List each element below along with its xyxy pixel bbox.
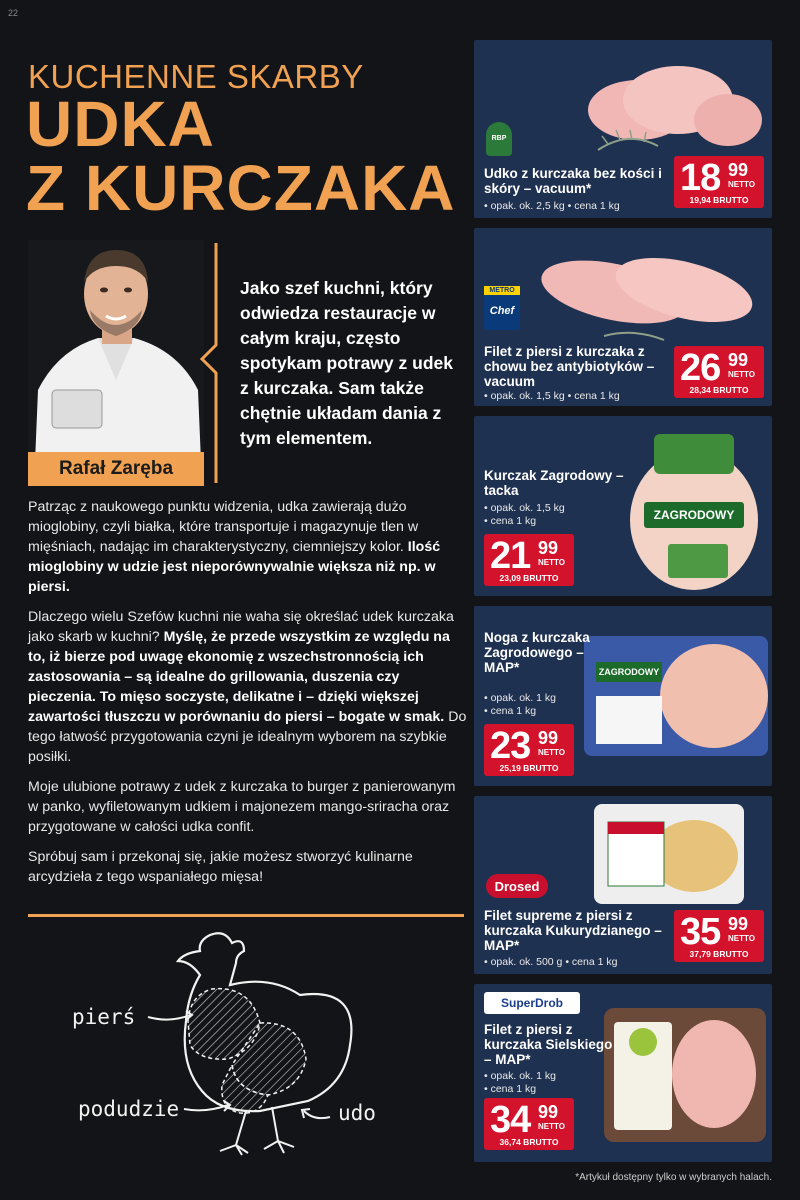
price-tag: [674, 346, 764, 398]
price-tag: [484, 1098, 574, 1150]
superdrob-logo: SuperDrob: [484, 992, 580, 1014]
product-name: Noga z kurczaka Zagrodowego – MAP*: [484, 630, 590, 675]
page-number: 22: [8, 8, 19, 18]
article-p2-text-a: Dlaczego wielu Szefów kuchni nie waha się określać udek kurczaka jako skarb w kuchni?: [28, 609, 454, 645]
price-brutto: 37,79 BRUTTO: [689, 949, 749, 959]
product-name: Udko z kurczaka bez kości i skóry – vacuum*: [484, 166, 662, 196]
label-drumstick: podudzie: [78, 1097, 180, 1121]
article-paragraph-3: Moje ulubione potrawy z udek z kurczaka to burger z panierowanym w panko, wyfiletowanym udkiem i majonezem mango-sriracha oraz przygotowane w całości udka confit.: [28, 779, 456, 835]
price-fraction: 99: [728, 350, 749, 370]
price-tag: [484, 724, 574, 776]
price-whole: 21: [490, 535, 531, 577]
label-thigh: udo: [338, 1101, 376, 1125]
metro-chef-logo: [484, 286, 520, 330]
article-p2-bold: Myślę, że przede wszystkim ze względu na to, iż bierze pod uwagę ekonomię z wszechstronnością ich zastosowania – są idealne do grillowania, duszenia czy pieczenia. To mięso soczyste, delikatne i – dzięki większej zawartości tłuszczu w porównaniu do piersi – bogate w smak.: [28, 629, 450, 725]
label-breast: pierś: [72, 1005, 136, 1029]
price-netto: NETTO: [538, 1122, 565, 1131]
product-name: Filet z piersi z kurczaka z chowu bez antybiotyków – vacuum: [484, 344, 655, 389]
article-p1-text: Patrząc z naukowego punktu widzenia, udka zawierają dużo mioglobiny, czyli białka, które transportuje i magazynuje tlen w mięśniach, nadając im charakterystyczny, ciemniejszy kolor.: [28, 499, 419, 555]
price-whole: 18: [680, 157, 721, 199]
chicken-thigh-fillet-image: [558, 50, 768, 160]
product-card-3: [474, 416, 772, 596]
chef-name: Rafał Zaręba: [28, 452, 204, 486]
metro-logo-text: METRO: [484, 286, 520, 295]
price-brutto: 36,74 BRUTTO: [499, 1137, 559, 1147]
chef-logo-text: Chef: [489, 305, 515, 317]
price-tag: [674, 910, 764, 962]
footnote: *Artykuł dostępny tylko w wybranych halach.: [575, 1172, 772, 1183]
sielski-fillet-pack-image: [604, 1008, 766, 1142]
drosed-logo: Drosed: [486, 874, 548, 898]
chicken-breast-fillet-image: [534, 236, 764, 346]
price-fraction: 99: [538, 538, 559, 558]
price-fraction: 99: [728, 160, 749, 180]
chef-photo: [28, 240, 204, 486]
zagrodowy-label: ZAGRODOWY: [644, 502, 744, 528]
price-fraction: 99: [538, 1102, 559, 1122]
chicken-leg-pack-image: [584, 636, 768, 756]
price-whole: 34: [490, 1099, 531, 1141]
rbp-logo: RBP: [486, 122, 512, 156]
product-info-2: • cena 1 kg: [484, 1083, 537, 1095]
price-whole: 26: [680, 347, 721, 389]
price-netto: NETTO: [538, 748, 565, 757]
price-whole: 23: [490, 725, 531, 767]
price-tag: [674, 156, 764, 208]
page-headline: [26, 88, 456, 224]
product-info: • opak. ok. 1,5 kg • cena 1 kg: [484, 390, 620, 402]
product-info-1: • opak. ok. 1,5 kg: [484, 502, 565, 514]
price-netto: NETTO: [728, 934, 755, 943]
product-card-5: [474, 796, 772, 974]
product-name: Filet supreme z piersi z kurczaka Kukurydzianego – MAP*: [484, 908, 662, 953]
product-card-4: [474, 606, 772, 786]
chicken-cuts-diagram: [60, 925, 420, 1165]
quote-bracket: [200, 243, 222, 483]
product-info-2: • cena 1 kg: [484, 705, 537, 717]
article-paragraph-4: Spróbuj sam i przekonaj się, jakie możesz stworzyć kulinarne arcydzieła z tego wspaniałego mięsa!: [28, 849, 413, 885]
price-netto: NETTO: [538, 558, 565, 567]
article-paragraph-1: [28, 497, 468, 597]
article-paragraph-2: [28, 607, 468, 767]
whole-chicken-pack-image: [624, 424, 764, 592]
product-card-6: [474, 984, 772, 1162]
price-brutto: 28,34 BRUTTO: [689, 385, 749, 395]
article-p2-text-b: Do tego łatwość przygotowania czyni je idealnym wyborem na szybkie posiłki.: [28, 709, 467, 765]
price-fraction: 99: [728, 914, 749, 934]
price-netto: NETTO: [728, 180, 755, 189]
price-netto: NETTO: [728, 370, 755, 379]
price-brutto: 19,94 BRUTTO: [689, 195, 749, 205]
price-brutto: 25,19 BRUTTO: [499, 763, 559, 773]
product-card-2: [474, 228, 772, 406]
section-kicker: KUCHENNE SKARBY: [28, 58, 364, 95]
supreme-fillet-pack-image: [594, 804, 744, 904]
product-info: • opak. ok. 2,5 kg • cena 1 kg: [484, 200, 620, 212]
product-info-1: • opak. ok. 1 kg: [484, 1070, 556, 1082]
headline-line-2: Z KURCZAKA: [26, 152, 456, 224]
article-p1-bold: Ilość mioglobiny w udzie jest nieporównywalnie większa niż np. w piersi.: [28, 539, 441, 595]
price-tag: [484, 534, 574, 586]
product-info: • opak. ok. 500 g • cena 1 kg: [484, 956, 618, 968]
product-card-1: [474, 40, 772, 218]
price-whole: 35: [680, 911, 721, 953]
product-info-2: • cena 1 kg: [484, 515, 537, 527]
chicken-illustration: [60, 925, 420, 1165]
price-brutto: 23,09 BRUTTO: [499, 573, 559, 583]
section-divider: [28, 914, 464, 917]
headline-line-1: UDKA: [26, 88, 215, 160]
article-body: [28, 497, 468, 897]
chef-quote: Jako szef kuchni, który odwiedza restauracje w całym kraju, często spotykam potrawy z udek z kurczaka. Sam także chętnie układam dania z tym elementem.: [240, 278, 453, 448]
product-name: Kurczak Zagrodowy – tacka: [484, 468, 624, 498]
price-fraction: 99: [538, 728, 559, 748]
product-info-1: • opak. ok. 1 kg: [484, 692, 556, 704]
zagrodowy-label: ZAGRODOWY: [596, 662, 662, 682]
product-name: Filet z piersi z kurczaka Sielskiego – MAP*: [484, 1022, 613, 1067]
